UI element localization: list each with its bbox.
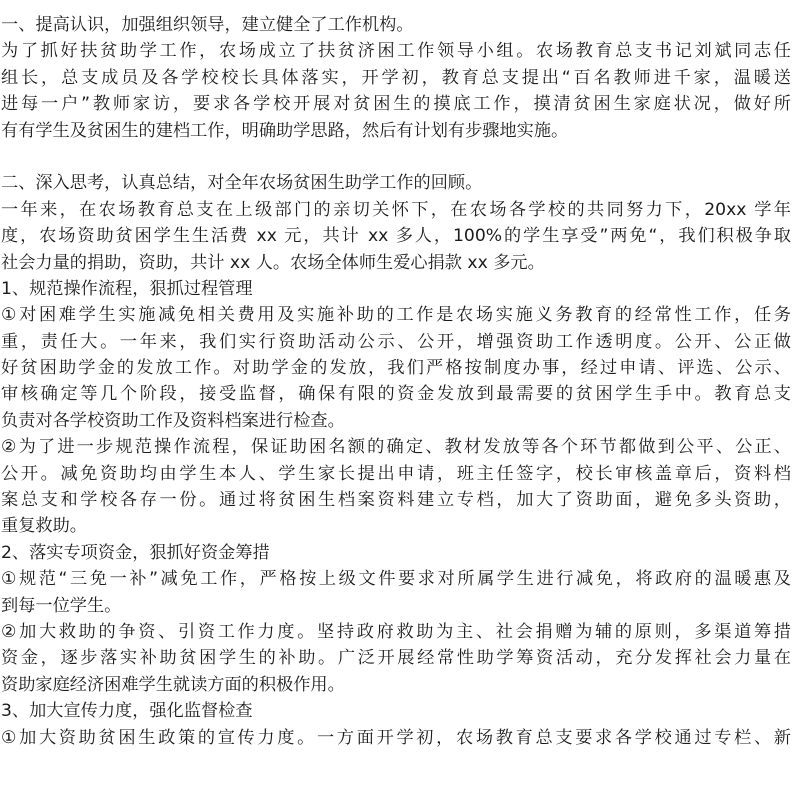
- paragraph-line: 度，农场资助贫困学生生活费 xx 元，共计 xx 多人，100%的学生享受”两免“，我们积极争取: [1, 226, 791, 247]
- paragraph-line: 资助家庭经济困难学生就读方面的积极作用。: [1, 674, 345, 695]
- paragraph-line: ①对困难学生实施减免相关费用及实施补助的工作是农场实施义务教育的经常性工作，任务: [1, 305, 791, 326]
- paragraph-line: 资金，逐步落实补助贫困学生的补助。广泛开展经常性助学筹资活动，充分发挥社会力量在: [1, 648, 791, 669]
- paragraph-line: 组长，总支成员及各学校校长具体落实，开学初，教育总支提出“百名教师进千家，温暖送: [1, 67, 791, 88]
- paragraph-line: 案总支和学校各存一份。通过将贫困生档案资料建立专档，加大了资助面，避免多头资助，: [1, 490, 791, 511]
- document-body: [1, 12, 791, 751]
- paragraph-line: 重，责任大。一年来，我们实行资助活动公示、公开，增强资助工作透明度。公开、公正做: [1, 331, 791, 352]
- paragraph-line: 进每一户”教师家访，要求各学校开展对贫困生的摸底工作，摸清贫困生家庭状况，做好所: [1, 94, 791, 115]
- paragraph-line: 重复救助。: [1, 516, 87, 537]
- paragraph-line: ②为了进一步规范操作流程，保证助困名额的确定、教材发放等各个环节都做到公平、公正、: [1, 437, 791, 458]
- paragraph-line: 有有学生及贫困生的建档工作，明确助学思路，然后有计划有步骤地实施。: [1, 120, 569, 141]
- paragraph-line: ①加大资助贫困生政策的宣传力度。一方面开学初，农场教育总支要求各学校通过专栏、新: [1, 727, 791, 748]
- blank-line: [1, 144, 791, 170]
- paragraph-line: 审核确定等几个阶段，接受监督，确保有限的资金发放到最需要的贫困学生手中。教育总支: [1, 384, 791, 405]
- paragraph-line: 1、规范操作流程，狠抓过程管理: [1, 278, 253, 299]
- paragraph-line: ②加大救助的争资、引资工作力度。坚持政府救助为主、社会捐赠为辅的原则，多渠道筹措: [1, 621, 791, 642]
- paragraph-line: 到每一位学生。: [1, 595, 122, 616]
- paragraph-line: 为了抓好扶贫助学工作，农场成立了扶贫济困工作领导小组。农场教育总支书记刘斌同志任: [1, 41, 791, 62]
- paragraph-line: 好贫困助学金的发放工作。对助学金的发放，我们严格按制度办事，经过申请、评选、公示、: [1, 358, 791, 379]
- paragraph-line: 一、提高认识，加强组织领导，建立健全了工作机构。: [1, 15, 414, 35]
- paragraph-line: 3、加大宣传力度，强化监督检查: [1, 701, 253, 722]
- paragraph-line: 社会力量的捐助，资助，共计 xx 人。农场全体师生爱心捐款 xx 多元。: [1, 252, 545, 273]
- paragraph-line: 公开。减免资助均由学生本人、学生家长提出申请，班主任签字，校长审核盖章后，资料档: [1, 463, 791, 484]
- paragraph-line: 一年来，在农场教育总支在上级部门的亲切关怀下，在农场各学校的共同努力下，20xx 学年: [1, 199, 791, 220]
- paragraph-line: 二、深入思考，认真总结，对全年农场贫困生助学工作的回顾。: [1, 173, 483, 194]
- paragraph-line: 负责对各学校资助工作及资料档案进行检查。: [1, 410, 345, 431]
- paragraph-line: ①规范“三免一补”减免工作，严格按上级文件要求对所属学生进行减免，将政府的温暖惠及: [1, 569, 791, 590]
- paragraph-line: 2、落实专项资金，狠抓好资金筹措: [1, 542, 270, 563]
